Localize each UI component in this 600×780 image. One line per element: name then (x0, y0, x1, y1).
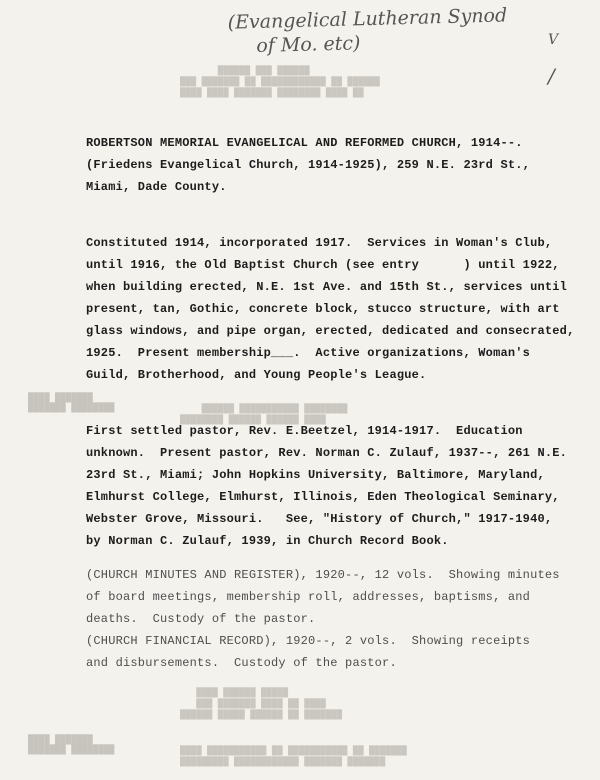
bleed-through-side-1: ███████ ████████ ████ ███████ (28, 392, 115, 412)
pastor-line-6: by Norman C. Zulauf, 1939, in Church Record Book. (86, 534, 449, 548)
history-paragraph (86, 232, 586, 386)
handwritten-line-2: of Mo. etc) (256, 32, 361, 57)
pastor-line-4: Elmhurst College, Elmhurst, Illinois, Eden Theological Seminary, (86, 490, 560, 504)
handwritten-slash: / (548, 64, 555, 88)
history-line-4: present, tan, Gothic, concrete block, stucco structure, with art (86, 302, 560, 316)
bleed-through-middle: ████████ ██████ ██████ ████ ██████ ███████████ ████████ (180, 403, 348, 424)
records-line-2: of board meetings, membership roll, addresses, baptisms, and (86, 590, 531, 604)
heading-line-1: ROBERTSON MEMORIAL EVANGELICAL AND REFORMED CHURCH, 1914--. (86, 136, 523, 150)
history-line-5: glass windows, and pipe organ, erected, dedicated and consecrated, (86, 324, 575, 338)
bleed-through-lower: ██████ █████ ██████ ██ ███████ ███ ███████ ████ ██ ████ ████ ██████ █████ (180, 687, 343, 719)
history-line-2: until 1916, the Old Baptist Church (see entry ) until 1922, (86, 258, 560, 272)
records-line-1: (CHURCH MINUTES AND REGISTER), 1920--, 12 vols. Showing minutes (86, 568, 560, 582)
history-line-3: when building erected, N.E. 1st Ave. and 15th St., services until (86, 280, 568, 294)
records-line-4: (CHURCH FINANCIAL RECORD), 1920--, 2 vols. Showing receipts (86, 634, 531, 648)
history-line-6: 1925. Present membership___. Active organizations, Woman's (86, 346, 531, 360)
handwritten-line-1: (Evangelical Lutheran Synod (227, 4, 508, 34)
heading-line-2: (Friedens Evangelical Church, 1914-1925), 259 N.E. 23rd St., (86, 158, 531, 172)
handwritten-annotation (227, 1, 588, 58)
handwritten-tick: V (548, 32, 559, 48)
heading-line-3: Miami, Dade County. (86, 180, 227, 194)
records-line-5: and disbursements. Custody of the pastor. (86, 656, 397, 670)
pastor-line-2: unknown. Present pastor, Rev. Norman C. Zulauf, 1937--, 261 N.E. (86, 446, 568, 460)
pastor-paragraph (86, 420, 586, 552)
bleed-through-side-2: ███████ ████████ ████ ███████ (28, 734, 115, 754)
pastor-line-1: First settled pastor, Rev. E.Beetzel, 1914-1917. Education (86, 424, 523, 438)
history-line-7: Guild, Brotherhood, and Young People's League. (86, 368, 427, 382)
pastor-line-3: 23rd St., Miami; John Hopkins University, Baltimore, Maryland, (86, 468, 545, 482)
pastor-line-5: Webster Grove, Missouri. See, "History of Church," 1917-1940, (86, 512, 553, 526)
bleed-through-top: ████ ████ ███████ ████████ ████ ██ ███ ███████ ██ ████████████ ██ ██████ ██████ ███ ██████ (180, 65, 380, 97)
records-block (86, 564, 586, 674)
history-line-1: Constituted 1914, incorporated 1917. Services in Woman's Club, (86, 236, 553, 250)
heading-block (86, 132, 586, 198)
bleed-through-bottom: █████████ ████████████ ███████ ███████ ████ ███████████ ██ ███████████ ██ ███████ (180, 745, 407, 766)
records-line-3: deaths. Custody of the pastor. (86, 612, 316, 626)
